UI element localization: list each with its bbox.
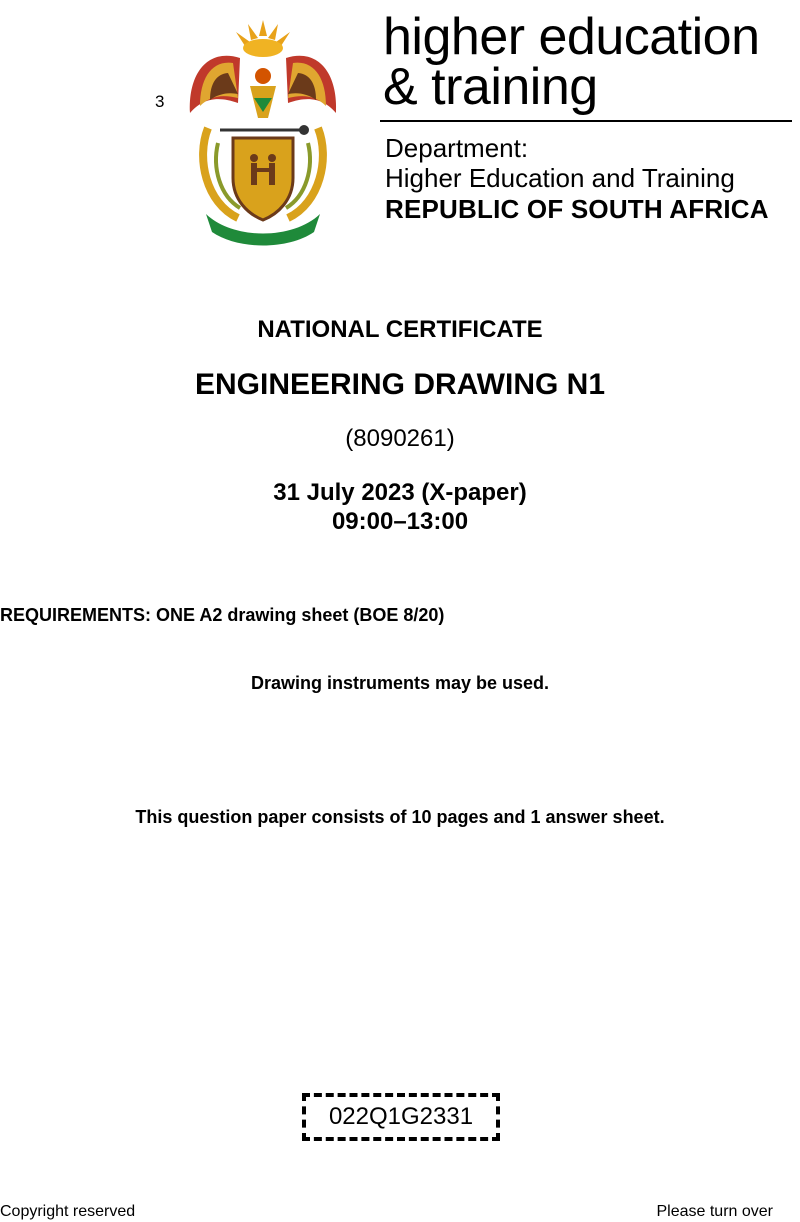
exam-time: 09:00–13:00 <box>331 508 469 535</box>
exam-date: 31 July 2023 (X-paper) <box>273 479 527 506</box>
stray-character: 3 <box>155 92 165 111</box>
page-count-note: This question paper consists of 10 pages and 1 answer sheet. <box>135 807 665 827</box>
brand-title-line1: higher education <box>383 8 760 66</box>
country-name: REPUBLIC OF SOUTH AFRICA <box>385 194 769 224</box>
turn-over-footer: Please turn over <box>656 1203 773 1220</box>
coat-of-arms-logo <box>178 18 348 246</box>
subject-title: ENGINEERING DRAWING N1 <box>194 368 606 401</box>
department-label: Department: <box>385 133 529 163</box>
copyright-footer: Copyright reserved <box>0 1203 136 1220</box>
subject-code: (8090261) <box>345 425 455 452</box>
brand-title-line2: & training <box>383 58 598 116</box>
certificate-title: NATIONAL CERTIFICATE <box>257 316 543 343</box>
requirements-text: REQUIREMENTS: ONE A2 drawing sheet (BOE 8/20) <box>0 605 445 625</box>
department-name: Higher Education and Training <box>385 163 735 193</box>
rising-sun-icon <box>236 20 290 57</box>
instruments-note: Drawing instruments may be used. <box>250 673 550 693</box>
header-divider <box>380 120 792 122</box>
paper-code-box: 022Q1G2331 <box>302 1093 500 1141</box>
